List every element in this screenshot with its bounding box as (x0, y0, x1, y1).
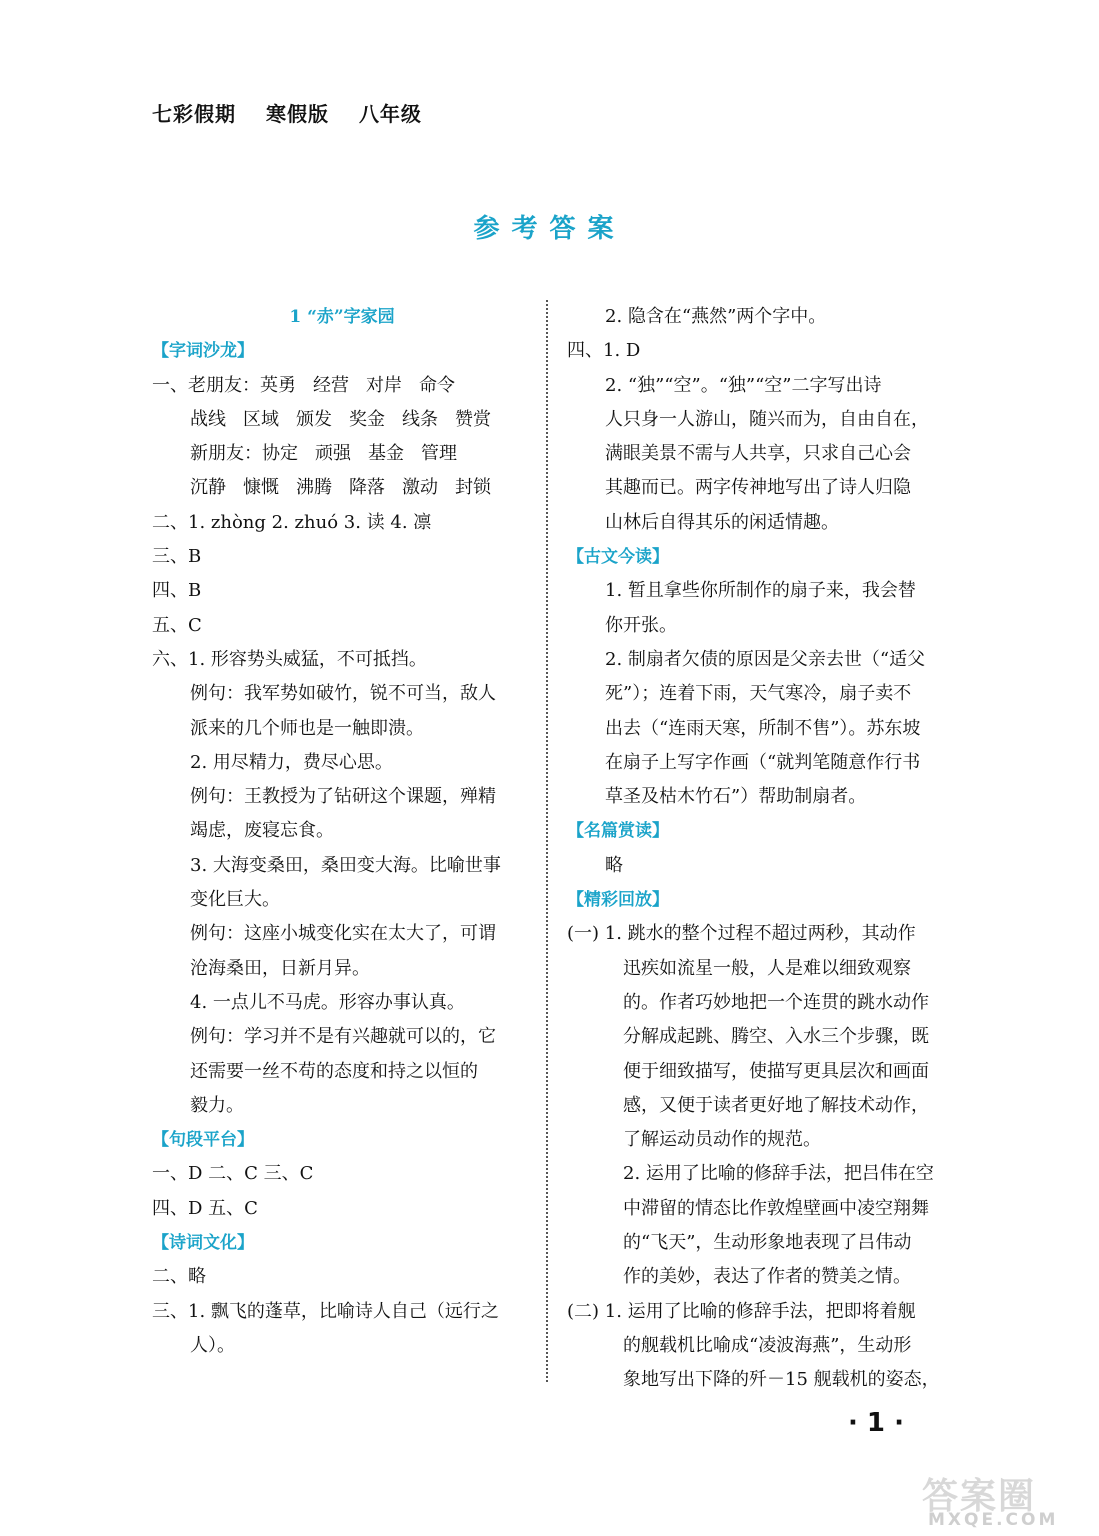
answer-line: 一、D 二、C 三、C (152, 1163, 314, 1185)
answer-line: 二、1. zhòng 2. zhuó 3. 读 4. 凛 (152, 511, 432, 533)
answer-line: 四、1. D (567, 340, 641, 362)
page-number: · 1 · (848, 1408, 904, 1438)
answer-line: 中滞留的情态比作敦煌壁画中凌空翔舞 (623, 1197, 929, 1219)
answer-line: 战线 区域 颁发 奖金 线条 赞赏 (190, 408, 491, 430)
right-column (567, 300, 947, 1398)
answer-line: 2. 隐含在“燕然”两个字中。 (605, 306, 827, 327)
section-heading: 【 精彩回放 】 (567, 890, 669, 910)
answer-line: 沉静 慷慨 沸腾 降落 激动 封锁 (190, 477, 491, 499)
page-title: 参考答案 (473, 214, 626, 244)
answer-line: 沧海桑田，日新月异。 (190, 957, 370, 979)
answer-line: 便于细致描写，使描写更具层次和画面 (623, 1060, 929, 1082)
answer-line: 例句：王教授为了钻研这个课题，殚精 (190, 786, 496, 808)
lesson-title: 1 “赤”字家园 (289, 307, 395, 327)
book-grade: 八年级 (358, 102, 422, 126)
section-heading: 【 名篇赏读 】 (567, 821, 669, 841)
answer-line: 2. “独”“空”。“独”“空”二字写出诗 (605, 374, 882, 396)
answer-line: 象地写出下降的歼－15 舰载机的姿态， (623, 1369, 940, 1391)
answer-line: 了解运动员动作的规范。 (623, 1129, 821, 1151)
watermark-logo (918, 1468, 1090, 1528)
section-heading: 【 诗词文化 】 (152, 1233, 254, 1253)
answer-line: 1. 暂且拿些你所制作的扇子来，我会替 (605, 580, 916, 602)
answer-line: 山林后自得其乐的闲适情趣。 (605, 511, 839, 533)
answer-line: 一、老朋友：英勇 经营 对岸 命令 (152, 374, 455, 396)
answer-line: 新朋友：协定 顽强 基金 管理 (190, 443, 457, 465)
answer-line: 略 (605, 854, 623, 876)
book-header (152, 98, 444, 127)
answer-line: 其趣而已。两字传神地写出了诗人归隐 (605, 477, 911, 499)
answer-line: 3. 大海变桑田，桑田变大海。比喻世事 (190, 854, 501, 876)
answer-line: (一) 1. 跳水的整个过程不超过两秒，其动作 (567, 923, 916, 945)
answer-line: 作的美妙，表达了作者的赞美之情。 (623, 1266, 911, 1288)
answer-line: 五、C (152, 614, 202, 636)
section-heading: 【 字词沙龙 】 (152, 341, 254, 361)
answer-line: 四、D 五、C (152, 1197, 258, 1219)
answer-line: 出去（“连雨天寒，所制不售”）。苏东坡 (605, 717, 921, 739)
section-heading: 【 古文今读 】 (567, 547, 669, 567)
answer-line: 四、B (152, 580, 202, 602)
book-name: 七彩假期 (152, 102, 236, 126)
answer-line: 在扇子上写字作画（“就判笔随意作行书 (605, 751, 921, 773)
column-divider (546, 300, 548, 1382)
answer-line: 人只身一人游山，随兴而为，自由自在， (605, 408, 929, 430)
answer-line: 分解成起跳、腾空、入水三个步骤，既 (623, 1026, 929, 1048)
answer-line: 2. 运用了比喻的修辞手法，把吕伟在空 (623, 1163, 934, 1185)
answer-line: 2. 制扇者欠债的原因是父亲去世（“适父 (605, 648, 926, 670)
answer-line: 2. 用尽精力，费尽心思。 (190, 751, 393, 773)
answer-line: 迅疾如流星一般，人是难以细致观察 (623, 957, 911, 979)
answer-line: 草圣及枯木竹石”）帮助制扇者。 (605, 786, 867, 808)
answer-line: 派来的几个师也是一触即溃。 (190, 717, 424, 739)
section-heading: 【 句段平台 】 (152, 1130, 254, 1150)
answer-line: 满眼美景不需与人共享，只求自己心会 (605, 443, 911, 465)
answer-line: 人）。 (190, 1334, 235, 1356)
answer-line: 竭虑，废寝忘食。 (190, 820, 334, 842)
answer-line: 4. 一点儿不马虎。形容办事认真。 (190, 991, 465, 1013)
answer-line: 六、1. 形容势头威猛，不可抵挡。 (152, 648, 427, 670)
watermark-text: 答案圈 (922, 1476, 1037, 1517)
answer-line: 例句：学习并不是有兴趣就可以的，它 (190, 1026, 496, 1048)
answer-line: 死”）；连着下雨，天气寒冷，扇子卖不 (605, 683, 912, 705)
left-column (152, 300, 532, 1363)
answer-line: 的“飞天”，生动形象地表现了吕伟动 (623, 1232, 912, 1254)
answer-line: 毅力。 (190, 1094, 244, 1116)
answer-line: 三、1. 飘飞的蓬草，比喻诗人自己（远行之 (152, 1300, 499, 1322)
book-edition: 寒假版 (265, 102, 329, 126)
answer-line: 的舰载机比喻成“凌波海燕”，生动形 (623, 1334, 912, 1356)
answer-line: 还需要一丝不苟的态度和持之以恒的 (190, 1060, 478, 1082)
answer-line: 变化巨大。 (190, 889, 280, 911)
answer-line: 二、略 (152, 1266, 206, 1288)
answer-line: 例句：我军势如破竹，锐不可当，敌人 (190, 683, 496, 705)
watermark-url: MXQE.COM (928, 1510, 1059, 1530)
answer-line: 你开张。 (605, 614, 677, 636)
answer-line: 感，又便于读者更好地了解技术动作， (623, 1094, 929, 1116)
answer-line: 的。作者巧妙地把一个连贯的跳水动作 (623, 991, 929, 1013)
answer-line: (二) 1. 运用了比喻的修辞手法，把即将着舰 (567, 1300, 916, 1322)
answer-line: 三、B (152, 546, 202, 568)
answer-line: 例句：这座小城变化实在太大了，可谓 (190, 923, 496, 945)
